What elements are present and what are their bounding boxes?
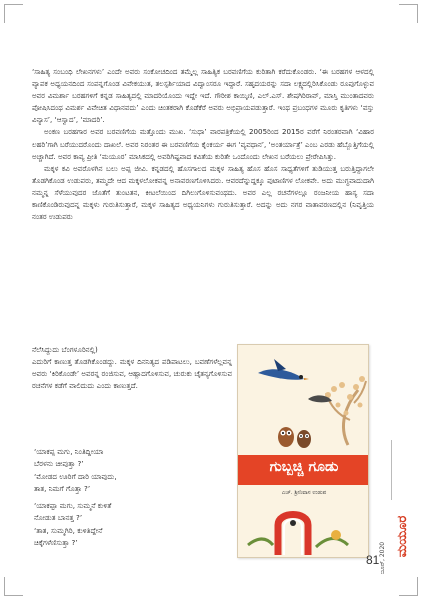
poem-line: ‘ಯಾಕಪ್ಪಾ ಮಗು, ಸುಮ್ಮನೆ ಕುಳಿತೆ bbox=[34, 501, 112, 510]
poem-line: ಬೆರಳನು ಚೀಪುತ್ತಾ ?’ bbox=[34, 459, 84, 469]
poem-line: ಚಿಕ್ಕೆಗಳೆಣಿಸುತ್ತಾ ?’ bbox=[34, 538, 78, 548]
side-divider bbox=[391, 440, 392, 500]
book-author: ಎಚ್. ಶ್ರೀನಿವಾಸ ಉಡುಪ bbox=[281, 490, 327, 496]
article-body-continued bbox=[32, 344, 268, 392]
poem-line: ‘ಮೋಡದ ಊರಿಗೆ ದಾರಿ ಯಾವುದು, bbox=[34, 471, 117, 481]
cover-illustration bbox=[238, 345, 368, 557]
paragraph-3: ಮಕ್ಕಳ ಕವಿ ಅವರೊಳಗಿನ ಬಲು ಅಪ್ಪ ಜೀವಿ. ಕನ್ನಡದಲ್ಲಿ ಹೊಸಗಾಲದ ಮಕ್ಕಳ ಸಾಹಿತ್ಯ ಹೊಸ ಹೊಸ ಸಾಧ್ಯತೆಗಳಿಗೆ ತುಡಿಯುತ್ತ ಬರುತ್ತಿದ್ದಾಗಲೇ ತೊಡಗಿಕೊಂಡ ಉಡುಪರು, ತಮ್ಮದೇ ಆದ ಮಕ್ಕಳಲೋಕವನ್ನ ಅನಾವರಣಗೊಳಿಸಿದರು. ಆವರದೆನ್ನುದ್ದಕ್ಕೂ ಪುಟಾಣಿಗಳ ಲೋಕವೇ. ಅದು ಮುಗ್ಧವಾದುದಾಗಿ ನಮ್ಮನ್ನ ಸೆಳೆಯುವುದರ ಜೊತೆಗೆ ತುಂಟತನ, ಕೀಟಲೆಯಿಂದ ದಿಗಿಲುಗೊಳಿಸುವಂಥದು. ಅವರ ಎಲ್ಲ ರಚನೆಗಳಲ್ಲೂ ರಂಜನೀಯ ಹಾಸ್ಯ ಸದಾ ಕಾಣಿಕೊಂಡಿರುವುದನ್ನ ಮಕ್ಕಳು ಗುರುತಿಸುತ್ತಾರೆ, ಮಕ್ಕಳ ಸಾಹಿತ್ಯದ ಅಧ್ಯಯನಿಗಳು ಗುರುತಿಸುತ್ತಾರೆ. ಅದನ್ನು ಅದು ನಗರ ವಾತಾವರಣದಲ್ಲಿನ (ನಿವೃತ್ತಿಯ ನಂತರ ಉಡುಪರು bbox=[32, 163, 374, 222]
paragraph-3-left-fragment: ನೆಲೆಸಿದ್ದುದು ಬೆಂಗಳೂರಿನಲ್ಲಿ) bbox=[32, 345, 98, 354]
crop-mark-top-left bbox=[4, 4, 23, 23]
poem-stanza-2 bbox=[34, 500, 184, 550]
book-title: ಗುಬ್ಬಚ್ಚಿ ಗೂಡು bbox=[269, 459, 339, 475]
poem-line: ‘ಯಾಕಪ್ಪ ಮಗು, ನಿಂತಿದ್ದೀಯಾ bbox=[34, 447, 104, 456]
poem-line: ತಾತ, ನಿಮಗೆ ಗೊತ್ತಾ ?’ bbox=[34, 484, 91, 494]
magazine-name-text: ಮಯೂರ bbox=[395, 515, 411, 557]
magazine-name bbox=[386, 500, 420, 572]
paragraph-1: ‘ಸಾಹಿತ್ಯ ಸಂಬಂಧಿ ಲೇಖನಗಳು’ ಎಂದೇ ಅವರು ಸಂಕೋಚದಿಂದ ತಮ್ಮೆಲ್ಲ ಸಾಹಿತ್ಯಿಕ ಬರವಣಿಗೆಯ ಕುರಿತಾಗಿ ಕರೆದುಕೊಂಡರು. ‘ಈ ಬರಹಗಳ ಆಳದಲ್ಲಿ ವ್ಯಾಪಕ ಅಧ್ಯಯನದಿಂದ ಸಂಪನ್ನಗೊಂಡ ವಿವೇಕಯುತ, ತಲಸ್ಪರ್ಶಿಯಾದ ವಿದ್ವಾಂಸರೂ ಇದ್ದಾರೆ. ಸಹೃದಯರನ್ನು ಸದಾ ಲಕ್ಷ್ಯದಲ್ಲಿರಿಸಿಕೊಂಡು ರೂಪುಗೊಳ್ಳುವ ಅವರ ವಿಮರ್ಶಾ ಬರಹಗಳಿಗೆ ಕನ್ನಡ ಸಾಹಿತ್ಯದಲ್ಲಿ ಮಾದರಿಯೊಂದು ಇದ್ದೇ ಇದೆ. ಗೌರೀಶ ಕಾಯ್ಕಿಣಿ, ಎಲ್.ಎಸ್. ಶೇಷಗಿರಿರಾವ್, ಮಾಸ್ತಿ ಮುಂತಾದವರು ಪೋಷಿಸಿದಂಥ ವಿಮರ್ಶ ವಿವೇಚಿತ ವಿಧಾನವದು’ ಎಂದು ಚಿಂತಕರಾಗಿ ಕೊಡೆಕೆರೆ ಅವರು ಅಭಿಪ್ರಾಯಪಡುತ್ತಾರೆ. ಇಂಥ ಪ್ರಬಂಧಗಳ ಮೂರು ಕೃತಿಗಳು ‘ವಸ್ತು ವಿನ್ಯಾಸ’, ‘ಆಸ್ವಾದ’, ‘ಮಾದರಿ’. bbox=[32, 67, 374, 125]
poem-line: ‘ತಾತ, ಸುಮ್ಮಗಿರಿ, ಕುಳಿತಿದ್ದೇನೆ bbox=[34, 525, 103, 535]
paragraph-3-rest: ಎದುರಿಗೆ ಕಾಣುತ್ತ ತೊಡಗಿಕೊಂಡದ್ದು. ಮಕ್ಕಳ ದಿನನಿತ್ಯದ ಪಡಿಪಾಟಲು, ಬವಣೆಗಳೆಲ್ಲವನ್ನ ಅವರು ‘ಕಿರಿಕೊಂಡೇ’ ಅವರನ್ನ ರಂಜಿಸುವ, ಆಹ್ಲಾದಗೊಳಿಸುವ, ಚುರುಕು ಚೈತನ್ಯಗೊಳಿಸುವ ರಚನೆಗಳ ಕಡೆಗೆ ವಾಲಿದುದು ಎಂದು ಕಾಣುತ್ತದೆ. bbox=[32, 357, 232, 391]
crop-mark-bottom-left bbox=[4, 577, 23, 596]
page-number: 81 bbox=[366, 553, 380, 567]
issue-date-text: ಜೂನ್, 2020 bbox=[379, 541, 387, 575]
crop-mark-bottom-right bbox=[399, 577, 418, 596]
poem-stanza-1 bbox=[34, 446, 184, 496]
book-cover-image bbox=[237, 344, 369, 558]
paragraph-2: ಅಂಕಣ ಬರಹಗಾರ ಅವರ ಬರವಣಿಗೆಯ ಮತ್ತೊಂದು ಮುಖ. ‘ಸುಧಾ’ ವಾರಪತ್ರಿಕೆಯಲ್ಲಿ 2005ರಿಂದ 2015ರ ವರೆಗೆ ನಿರಂತರವಾಗಿ ‘ವಿಹಾರ ಲಹರಿ’ಗಾಗಿ ಬರೆಯುದರೊಂದು ದಾಖಲೆ. ಅವರ ನಿರಂತರ ಈ ಬರವಣಿಗೆಯ ಕೈಂಕರ್ಯ ಈಗ ‘ವ್ಯವಧಾನ’, ‘ಅಂತರ್ಯಾತ್ರೆ’ ಎಂಬ ಎರಡು ಹೆಬ್ಬೊತ್ತಿಗೆಯಲ್ಲಿ ಅಚ್ಚಾಗಿದೆ. ಅವರ ಕಾವ್ಯ ಪ್ರೀತಿ ‘ಮಯೂರ’ ಮಾಸಿಕದಲ್ಲಿ ಅವರಿಗಿಷ್ಟವಾದ ಕವಿತೆಯ ಕುರಿತೇ ಒಂದೊಂದು ಲೇಖನ ಬರೆಯಲು ಪ್ರೇರೇಪಿಸಿತ್ತು. bbox=[32, 127, 374, 161]
poem-line: ನೋಡುತ ಬಾನತ್ತ ?’ bbox=[34, 513, 83, 523]
article-body bbox=[32, 66, 374, 223]
crop-mark-top-right bbox=[399, 4, 418, 23]
